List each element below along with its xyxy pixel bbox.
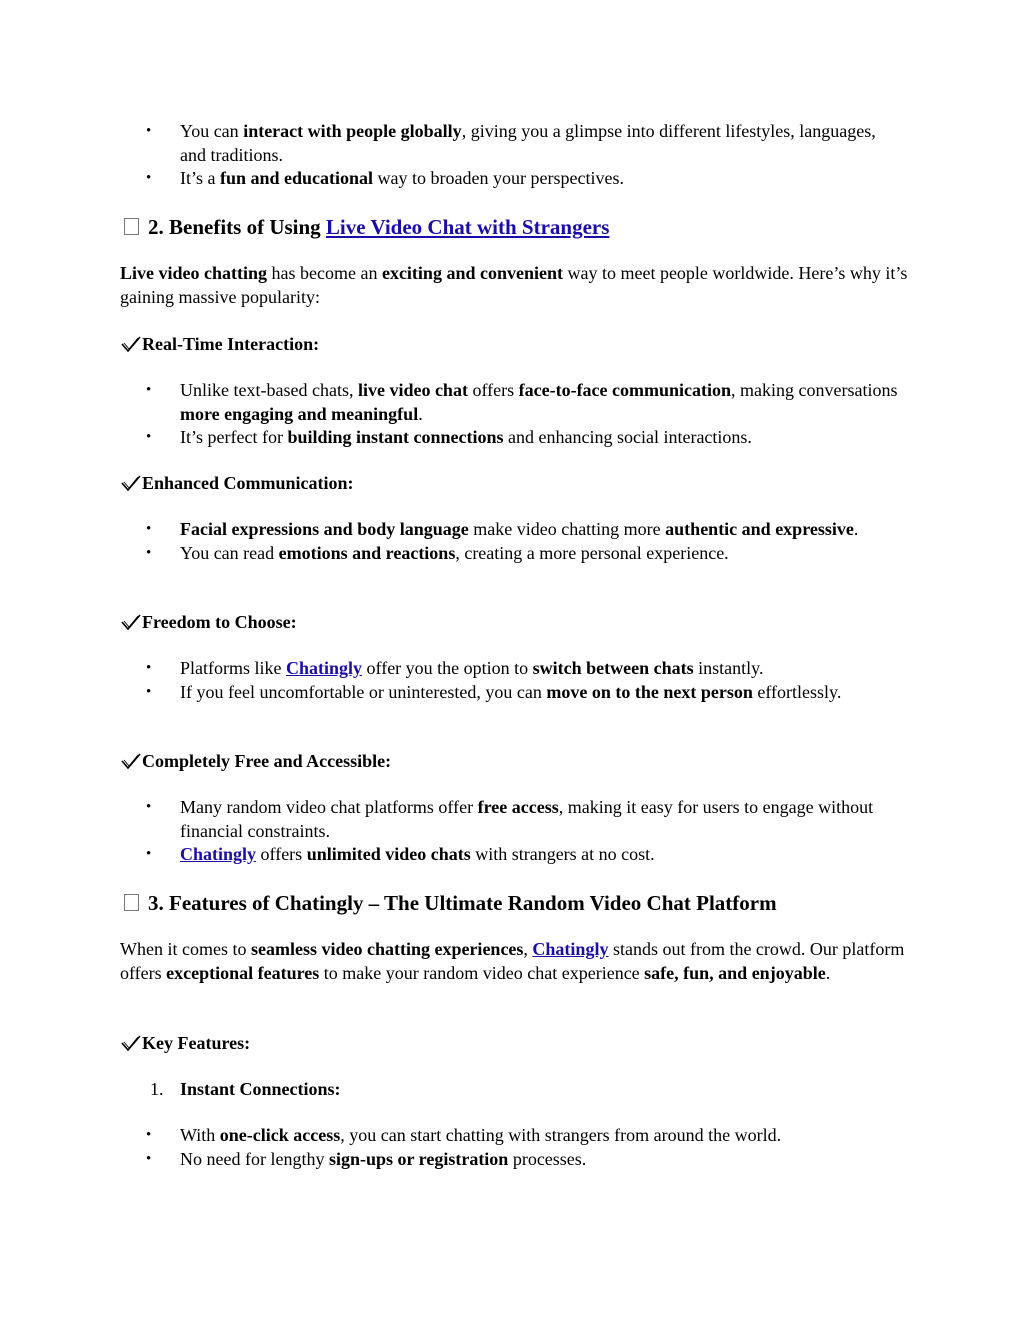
list-item: • Facial expressions and body language make video chatting more authentic and expressive. [0, 518, 900, 542]
list-item: • It’s perfect for building instant connections and enhancing social interactions. [0, 426, 900, 450]
list-item: • You can interact with people globally, giving you a glimpse into different lifestyles, languages, and traditions. [0, 120, 900, 167]
real-time-bullet-list [0, 379, 1024, 450]
list-number: 1. [150, 1079, 164, 1099]
list-item: • No need for lengthy sign-ups or registration processes. [0, 1148, 900, 1172]
subheading-free-accessible: Completely Free and Accessible: [120, 750, 391, 774]
instant-bullet-list [0, 1124, 1024, 1171]
list-item: • You can read emotions and reactions, creating a more personal experience. [0, 542, 900, 566]
freedom-bullet-list [0, 657, 1024, 704]
section-heading-features: 3. Features of Chatingly – The Ultimate Random Video Chat Platform [120, 890, 920, 916]
intro-bullet-list [0, 120, 1024, 191]
check-mark-icon [120, 474, 142, 492]
list-item: • Chatingly offers unlimited video chats with strangers at no cost. [0, 843, 900, 867]
check-mark-icon [120, 613, 142, 631]
subheading-real-time: Real-Time Interaction: [120, 333, 319, 357]
subheading-freedom: Freedom to Choose: [120, 611, 297, 635]
list-item: • Platforms like Chatingly offer you the option to switch between chats instantly. [0, 657, 900, 681]
link-chatingly[interactable]: Chatingly [286, 658, 363, 678]
list-item: 1. Instant Connections: [0, 1078, 1024, 1102]
check-mark-icon [120, 335, 142, 353]
paragraph-features-intro: When it comes to seamless video chatting experiences, Chatingly stands out from the crowd. Our platform offers exceptional features to make your random video chat experience safe, fun, and enjoyable. [120, 939, 905, 983]
subheading-enhanced-communication: Enhanced Communication: [120, 472, 354, 496]
list-item: • If you feel uncomfortable or uninterested, you can move on to the next person effortlessly. [0, 681, 900, 705]
free-bullet-list [0, 796, 1024, 867]
check-mark-icon [120, 752, 142, 770]
missing-glyph-icon [124, 894, 139, 911]
subheading-key-features: Key Features: [120, 1032, 250, 1056]
link-live-video-chat[interactable]: Live Video Chat with Strangers [325, 215, 610, 239]
list-item: • With one-click access, you can start chatting with strangers from around the world. [0, 1124, 900, 1148]
link-chatingly[interactable]: Chatingly [532, 939, 609, 959]
paragraph-benefits-intro: Live video chatting has become an exciting and convenient way to meet people worldwide. Here’s why it’s gaining massive popularity: [120, 263, 908, 307]
enhanced-bullet-list [0, 518, 1024, 565]
numbered-feature-list [0, 1078, 1024, 1102]
list-item: • Many random video chat platforms offer free access, making it easy for users to engage without financial constraints. [0, 796, 900, 843]
link-chatingly[interactable]: Chatingly [180, 844, 257, 864]
list-item: • Unlike text-based chats, live video chat offers face-to-face communication, making conversations more engaging and meaningful. [0, 379, 900, 426]
section-heading-benefits: 2. Benefits of Using Live Video Chat with Strangers [120, 214, 920, 240]
list-item: • It’s a fun and educational way to broaden your perspectives. [0, 167, 900, 191]
check-mark-icon [120, 1034, 142, 1052]
missing-glyph-icon [124, 218, 139, 235]
